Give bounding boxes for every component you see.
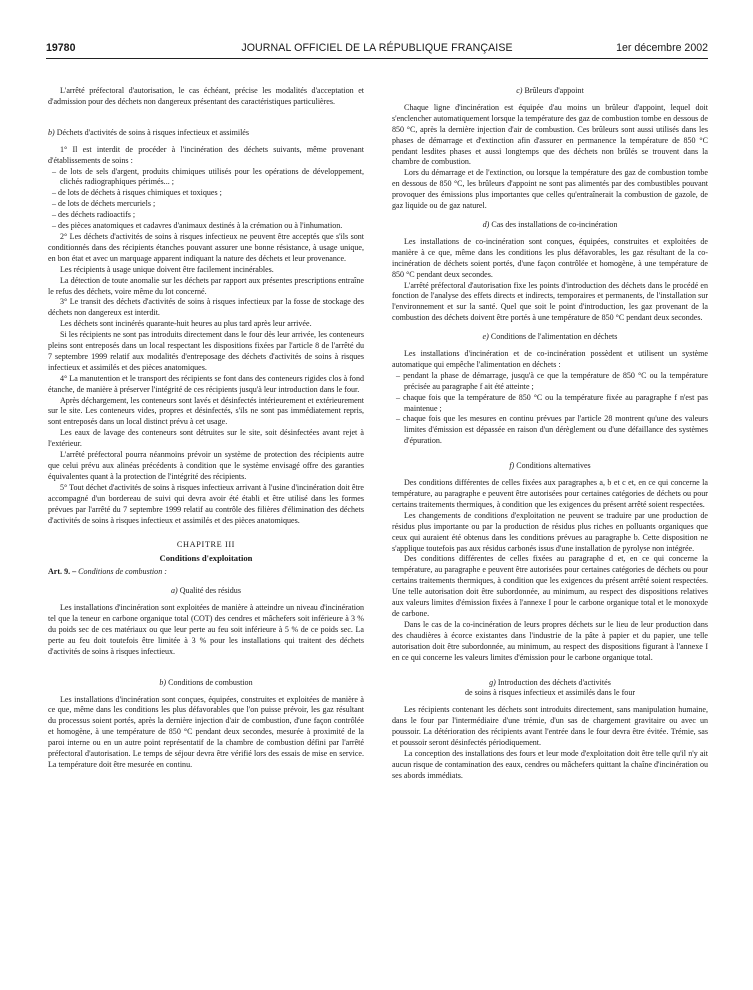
- list-item: – de lots de déchets mercuriels ;: [48, 199, 364, 210]
- journal-title: JOURNAL OFFICIEL DE LA RÉPUBLIQUE FRANÇAISE: [241, 42, 513, 54]
- section-letter: e): [482, 332, 489, 342]
- section-heading-b2: [48, 678, 364, 689]
- paragraph: 1° Il est interdit de procéder à l'incinération des déchets suivants, même provenant d'établissements de soins :: [48, 144, 364, 165]
- section-title: Introduction des déchets d'activités: [497, 677, 611, 687]
- excluded-waste-list: [48, 167, 364, 232]
- list-item: – de lots de sels d'argent, produits chimiques utilisés pour les opérations de développement, clichés radiographiques périmés... ;: [48, 167, 364, 189]
- issue-date: 1er décembre 2002: [616, 42, 708, 54]
- paragraph: 4° La manutention et le transport des récipients se font dans des conteneurs rigides clos à fond étanche, de manière à préserver l'intégrité de ces récipients jusqu'à leur introduction dans le four.: [48, 373, 364, 394]
- page-header: [46, 42, 708, 58]
- article-number: Art. 9. –: [48, 567, 77, 577]
- paragraph: Dans le cas de la co-incinération de leurs propres déchets sur le lieu de leur production dans des chaudières à écorce existantes dans l'industrie de la pâte à papier et du papier, une telle autorisation doit être subordonnée, au minimum, au respect des dispositions figurant à l'annexe I en ce qui concerne les valeurs limites d'émission pour le carbone organique total.: [392, 619, 708, 662]
- section-letter: g): [489, 677, 496, 687]
- section-heading-a: [48, 586, 364, 597]
- right-column: [392, 86, 708, 782]
- paragraph: Si les récipients ne sont pas introduits directement dans le four dès leur arrivée, les conteneurs pleins sont entreposés dans un local respectant les dispositions fixées par l'article 8 de l'arrêté du 7 septembre 1999 relatif aux modalités d'entreposage des déchets d'activités de soins à risques infectieux et assimilés et des pièces anatomiques.: [48, 330, 364, 372]
- paragraph: Des conditions différentes de celles fixées aux paragraphes a, b et c et, en ce qui concerne la température, au paragraphe e peuvent être autorisées pour certaines catégories de déchets ou pour certains traitements thermiques, à condition que les exigences du présent arrêté soient respectées.: [392, 478, 708, 509]
- chapter-label: CHAPITRE III: [176, 540, 236, 550]
- section-heading-c: [392, 86, 708, 97]
- article-heading: [48, 567, 364, 578]
- paragraph: Les installations d'incinération et de co-incinération possèdent et utilisent un système automatique qui empêche l'alimentation en déchets :: [392, 349, 708, 369]
- page-number: 19780: [46, 42, 76, 54]
- section-letter: f): [509, 461, 515, 471]
- section-heading-d: [392, 220, 708, 231]
- chapter-title: Conditions d'exploitation: [159, 553, 253, 564]
- section-heading-g-line2: [392, 688, 708, 699]
- paragraph: Les récipients à usage unique doivent être facilement incinérables.: [60, 264, 274, 274]
- paragraph: L'arrêté préfectoral d'autorisation fixe les points d'introduction des déchets dans le procédé en fonction de l'analyse des effets directs et indirects, temporaires et permanents, de l'installation sur l'environnement et sur la santé. Quel que soit le point d'introduction, les gaz provenant de la combustion des déchets doivent être portés à une température de 850 °C pendant deux secondes.: [392, 280, 708, 323]
- section-title: Qualité des résidus: [179, 586, 241, 596]
- left-column: [48, 86, 364, 771]
- list-item: – des pièces anatomiques et cadavres d'animaux destinés à la crémation ou à l'inhumation.: [48, 221, 364, 232]
- paragraph: Lors du démarrage et de l'extinction, ou lorsque la température des gaz de combustion tombe en dessous de 850 °C, les brûleurs d'appoint ne sont pas alimentés par des combustibles pouvant provoquer des émissions plus importantes que celles qu'entraînerait la combustion de gazole, de gaz liquide ou de gaz naturel.: [392, 168, 708, 211]
- section-heading-b: [48, 128, 364, 139]
- paragraph: L'arrêté préfectoral pourra néanmoins prévoir un système de protection des récipients autre que celui prévu aux alinéas précédents à condition que le système envisagé offre des garanties équivalentes quant à la protection de l'intégrité des récipients.: [48, 450, 364, 481]
- section-letter: b): [159, 677, 167, 687]
- section-title: Déchets d'activités de soins à risques infectieux et assimilés: [56, 127, 250, 137]
- section-title: Conditions alternatives: [516, 461, 591, 471]
- section-letter: d): [482, 219, 490, 229]
- paragraph: L'arrêté préfectoral d'autorisation, le cas échéant, précise les modalités d'acceptation et d'admission pour des déchets non dangereux présentant des caractéristiques particulières.: [48, 86, 364, 106]
- section-heading-g: [392, 678, 708, 689]
- paragraph: Les installations de co-incinération sont conçues, équipées, construites et exploitées de manière à ce que, même dans les conditions les plus défavorables, les gaz résultant de la co-incinération de déchets soient portés, d'une façon contrôlée et homogène, à une température de 850 °C pendant deux secondes.: [392, 236, 708, 279]
- paragraph: Les changements de conditions d'exploitation ne peuvent se traduire par une production de résidus plus importante ou par la production de résidus plus riches en polluants organiques que ceux qui auraient été obtenus dans les conditions prévues au paragraphe b. Cette disposition ne s'applique toutefois pas aux résidus carbonés issus d'une installation de pyrolyse non intégrée.: [392, 510, 708, 553]
- section-title: Cas des installations de co-incinération: [491, 219, 618, 229]
- paragraph: Après déchargement, les conteneurs sont lavés et désinfectés intérieurement et extérieurement sur le site. Les conteneurs vides, propres et désinfectés, s'ils ne sont pas immédiatement repris, sont entreposés dans un local distinct prévu à cet usage.: [48, 395, 364, 427]
- list-item: – chaque fois que les mesures en continu prévues par l'article 28 montrent qu'une des valeurs limites d'émission est dépassée en raison d'un dérèglement ou d'une défaillance des systèmes d'épuration.: [392, 414, 708, 447]
- list-item: – pendant la phase de démarrage, jusqu'à ce que la température de 850 °C ou la température précisée au paragraphe f ait été atteinte ;: [392, 371, 708, 393]
- header-rule: [46, 58, 708, 59]
- paragraph: La conception des installations des fours et leur mode d'exploitation doit être telle qu'il n'y ait aucun risque de contamination des eaux, cendres ou mâchefers quittant la chaîne d'incinération ou ses abords immédiats.: [392, 748, 708, 780]
- section-heading-f: [392, 461, 708, 472]
- paragraph: Les installations d'incinération sont exploitées de manière à atteindre un niveau d'incinération tel que la teneur en carbone organique total (COT) des cendres et mâchefers soit inférieure à 3 % du poids sec de ces matériaux ou que leur perte au feu soit inférieure à 5 % de ce poids sec. La perte au feu doit toutefois être limitée à 3 % pour les installations qui traitent des déchets d'activités de soins à risques infectieux.: [48, 603, 364, 656]
- paragraph: Des conditions différentes de celles fixées au paragraphe d et, en ce qui concerne la température, au paragraphe e peuvent être autorisées pour certaines catégories de déchets ou pour certains traitements thermiques, à condition que les exigences du présent arrêté soient respectées. Une telle autorisation doit être subordonnée, au minimum, au respect des dispositions relatives aux valeurs limites d'émission fixées à l'annexe I pour le carbone organique total et le monoxyde de carbone.: [392, 554, 708, 618]
- section-title: Brûleurs d'appoint: [524, 86, 584, 95]
- section-letter: c): [516, 86, 523, 95]
- section-title: Conditions de l'alimentation en déchets: [490, 332, 618, 342]
- paragraph: 3° Le transit des déchets d'activités de soins à risques infectieux par la fosse de stockage des déchets non dangereux est interdit.: [48, 297, 364, 318]
- section-letter: b): [48, 127, 55, 137]
- section-letter: a): [171, 586, 178, 596]
- list-item: – de lots de déchets à risques chimiques et toxiques ;: [48, 188, 364, 199]
- section-heading-e: [392, 332, 708, 343]
- section-title: de soins à risques infectieux et assimilés dans le four: [464, 688, 636, 698]
- list-item: – des déchets radioactifs ;: [48, 210, 364, 221]
- paragraph: Chaque ligne d'incinération est équipée d'au moins un brûleur d'appoint, lequel doit s'enclencher automatiquement lorsque la température des gaz de combustion tombe en dessous de 850 °C, après la dernière injection d'air de combustion. Ces brûleurs sont aussi utilisés dans les phases de démarrage et d'extinction afin d'assurer en permanence la température de 850 °C pendant lesdites phases et aussi longtemps que des déchets non brûlés se trouvent dans la chambre de combustion.: [392, 102, 708, 167]
- list-item: – chaque fois que la température de 850 °C ou la température fixée au paragraphe f n'est pas maintenue ;: [392, 393, 708, 415]
- paragraph: 2° Les déchets d'activités de soins à risques infectieux ne peuvent être acceptés que s'ils sont conditionnés dans des récipients étanches pouvant assurer une bonne résistance, à usage unique, en bon état et avec un marquage apparent indiquant la nature des déchets et leur provenance.: [48, 231, 364, 263]
- section-title: Conditions de combustion: [168, 677, 253, 687]
- paragraph: La détection de toute anomalie sur les déchets par rapport aux présentes prescriptions entraîne le refus des déchets, voire même du lot concerné.: [48, 275, 364, 296]
- paragraph: Les récipients contenant les déchets sont introduits directement, sans manipulation humaine, dans le four par l'intermédiaire d'une trémie, d'un sas de chargement gravitaire ou avec un poussoir. La détérioration des récipients avant l'entrée dans le four devra être évitée. Trémie, sas et poussoir seront désinfectés périodiquement.: [392, 705, 708, 748]
- paragraph: 5° Tout déchet d'activités de soins à risques infectieux arrivant à l'usine d'incinération doit être accompagné d'un bordereau de suivi qui devra avoir été établi et être utilisé dans les formes prévues par l'arrêté du 7 septembre 1999 relatif au contrôle des filières d'élimination des déchets d'activités de soins à risques infectieux et assimilés et des pièces anatomiques.: [48, 482, 364, 525]
- paragraph: Les déchets sont incinérés quarante-huit heures au plus tard après leur arrivée.: [60, 319, 312, 329]
- feed-interlock-list: [392, 371, 708, 447]
- paragraph: Les eaux de lavage des conteneurs sont détruites sur le site, soit désinfectées avant rejet à l'extérieur.: [48, 428, 364, 449]
- article-title: Conditions de combustion :: [78, 567, 167, 577]
- paragraph: Les installations d'incinération sont conçues, équipées, construites et exploitées de manière à ce que, même dans les conditions les plus défavorables que l'on puisse prévoir, les gaz résultant du processus soient portés, après la dernière injection d'air de combustion, d'une façon contrôlée et homogène, à une température de 850 °C pendant deux secondes, mesurée à proximité de la paroi interne ou en un autre point représentatif de la chambre de combustion défini par l'arrêté préfectoral d'autorisation. Le temps de séjour devra être vérifié lors des essais de mise en service. La température doit être mesurée en continu.: [48, 694, 364, 769]
